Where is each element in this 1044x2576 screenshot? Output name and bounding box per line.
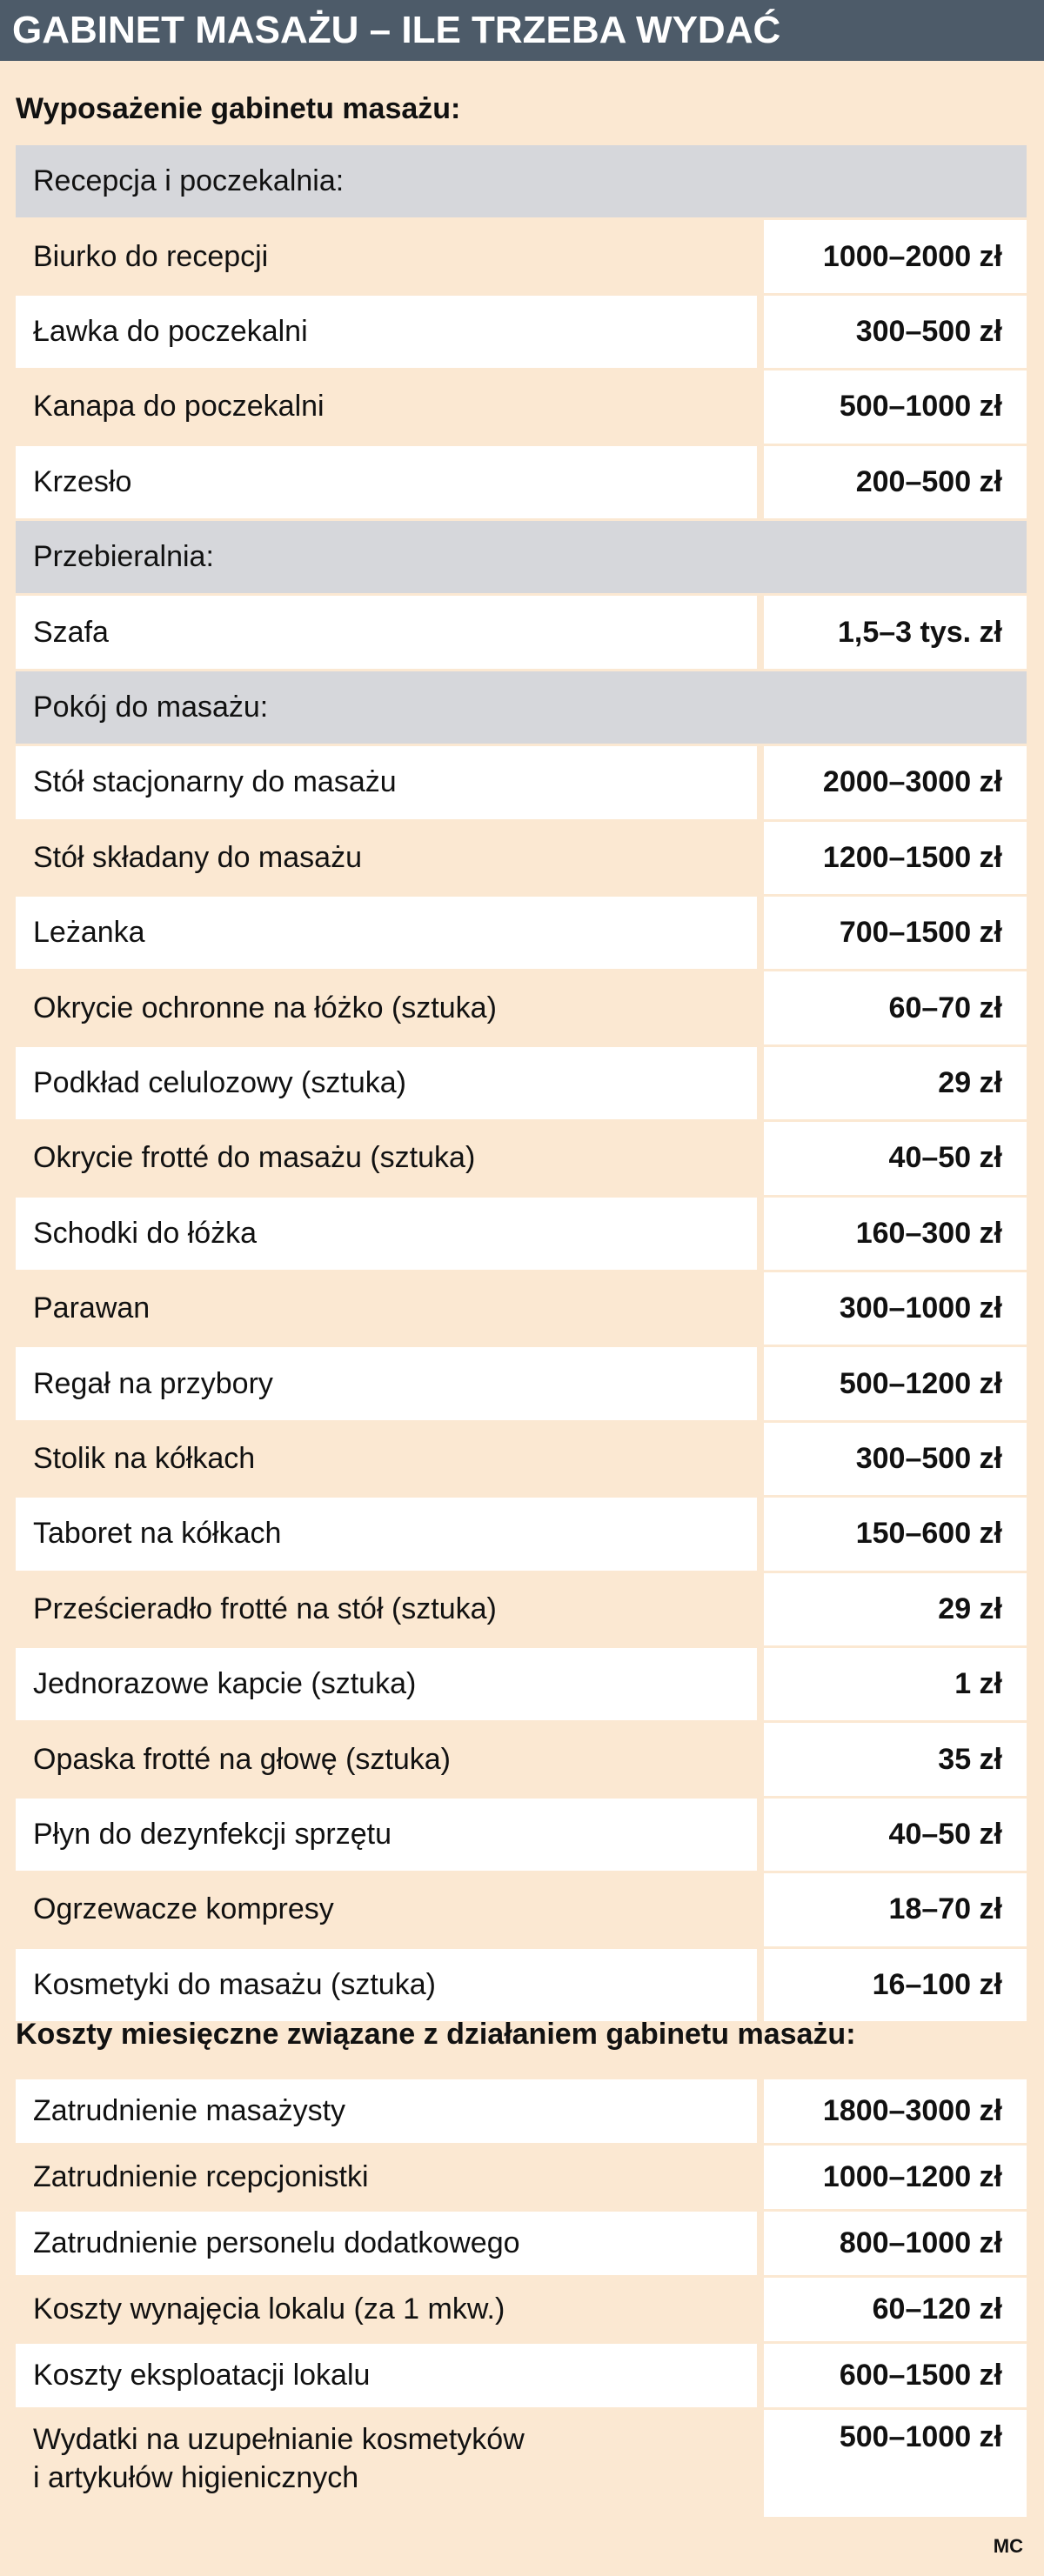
item-label: Koszty wynajęcia lokalu (za 1 mkw.) [33,2292,505,2326]
item-label: Koszty eksploatacji lokalu [16,2344,757,2407]
item-label: Zatrudnienie rcepcjonistki [33,2160,369,2193]
monthly-costs-table [16,2079,1027,2519]
item-price: 1 zł [764,1648,1027,1720]
item-price: 1200–1500 zł [764,822,1027,894]
table-row [16,446,1027,518]
table-row [16,1723,1027,1795]
table-row [16,897,1027,969]
item-label: Szafa [16,596,757,668]
item-price: 29 zł [764,1047,1027,1119]
item-price: 35 zł [764,1723,1027,1795]
item-label: Taboret na kółkach [16,1498,757,1570]
table-row [16,370,1027,443]
item-label: Jednorazowe kapcie (sztuka) [16,1648,757,1720]
item-label: Kanapa do poczekalni [33,390,325,424]
table-row [16,1648,1027,1720]
table-row [16,2212,1027,2275]
item-price: 160–300 zł [764,1198,1027,1270]
item-price: 18–70 zł [764,1873,1027,1945]
item-label: Kosmetyki do masażu (sztuka) [16,1949,757,2021]
item-price: 1000–2000 zł [764,220,1027,292]
item-label: Ławka do poczekalni [16,296,757,368]
item-price: 40–50 zł [764,1799,1027,1871]
item-label: Zatrudnienie masażysty [16,2079,757,2143]
table-row [16,1122,1027,1194]
item-price: 1,5–3 tys. zł [764,596,1027,668]
item-price: 300–1000 zł [764,1272,1027,1345]
table-row [16,2079,1027,2143]
category-row [16,671,1027,744]
table-row [16,746,1027,818]
item-price: 500–1000 zł [764,2410,1027,2517]
item-price: 800–1000 zł [764,2212,1027,2275]
table-row [16,1873,1027,1945]
table-row [16,596,1027,668]
item-price: 1800–3000 zł [764,2079,1027,2143]
item-label: Krzesło [16,446,757,518]
table-row [16,822,1027,894]
item-price: 300–500 zł [764,296,1027,368]
item-label: Ogrzewacze kompresy [33,1892,334,1926]
item-label: Schodki do łóżka [16,1198,757,1270]
category-label: Przebieralnia: [16,521,1027,593]
section-title-monthly-costs: Koszty miesięczne związane z działaniem gabinetu masażu: [16,2018,856,2051]
category-row [16,521,1027,593]
table-row [16,1573,1027,1645]
category-row [16,145,1027,217]
item-label: Okrycie frotté do masażu (sztuka) [33,1141,476,1175]
item-label: Stół składany do masażu [33,840,362,874]
equipment-table [16,145,1027,2024]
item-label-line: i artykułów higienicznych [33,2461,359,2494]
item-label: Podkład celulozowy (sztuka) [16,1047,757,1119]
item-price: 200–500 zł [764,446,1027,518]
item-label: Stół stacjonarny do masażu [16,746,757,818]
item-label [16,2410,757,2517]
category-label: Pokój do masażu: [16,671,1027,744]
item-label-line: Wydatki na uzupełnianie kosmetyków [33,2423,525,2456]
table-row [16,1272,1027,1345]
table-row [16,2410,1027,2517]
item-label: Płyn do dezynfekcji sprzętu [16,1799,757,1871]
table-row [16,2146,1027,2209]
table-row [16,296,1027,368]
item-label: Regał na przybory [16,1347,757,1419]
table-row [16,971,1027,1044]
table-row [16,1423,1027,1495]
item-price: 29 zł [764,1573,1027,1645]
item-price: 40–50 zł [764,1122,1027,1194]
table-row [16,1498,1027,1570]
item-price: 500–1200 zł [764,1347,1027,1419]
table-row [16,2278,1027,2341]
table-row [16,2344,1027,2407]
table-row [16,1799,1027,1871]
item-label: Opaska frotté na głowę (sztuka) [33,1742,452,1776]
item-price: 150–600 zł [764,1498,1027,1570]
section-title-equipment: Wyposażenie gabinetu masażu: [16,92,461,125]
item-price: 1000–1200 zł [764,2146,1027,2209]
item-label: Stolik na kółkach [33,1441,256,1475]
item-label: Okrycie ochronne na łóżko (sztuka) [33,991,497,1024]
item-price: 300–500 zł [764,1423,1027,1495]
item-price: 500–1000 zł [764,370,1027,443]
item-label: Prześcieradło frotté na stół (sztuka) [33,1592,497,1625]
item-label: Zatrudnienie personelu dodatkowego [16,2212,757,2275]
category-label: Recepcja i poczekalnia: [16,145,1027,217]
table-row [16,1047,1027,1119]
table-row [16,220,1027,292]
table-row [16,1347,1027,1419]
item-label: Parawan [33,1291,151,1325]
item-price: 2000–3000 zł [764,746,1027,818]
author-credit: MC [993,2535,1023,2557]
item-price: 60–120 zł [764,2278,1027,2341]
page-title: GABINET MASAŻU – ILE TRZEBA WYDAĆ [0,0,1044,61]
item-price: 700–1500 zł [764,897,1027,969]
item-price: 60–70 zł [764,971,1027,1044]
item-price: 600–1500 zł [764,2344,1027,2407]
item-price: 16–100 zł [764,1949,1027,2021]
item-label: Leżanka [16,897,757,969]
table-row [16,1198,1027,1270]
item-label: Biurko do recepcji [33,239,269,273]
table-row [16,1949,1027,2021]
